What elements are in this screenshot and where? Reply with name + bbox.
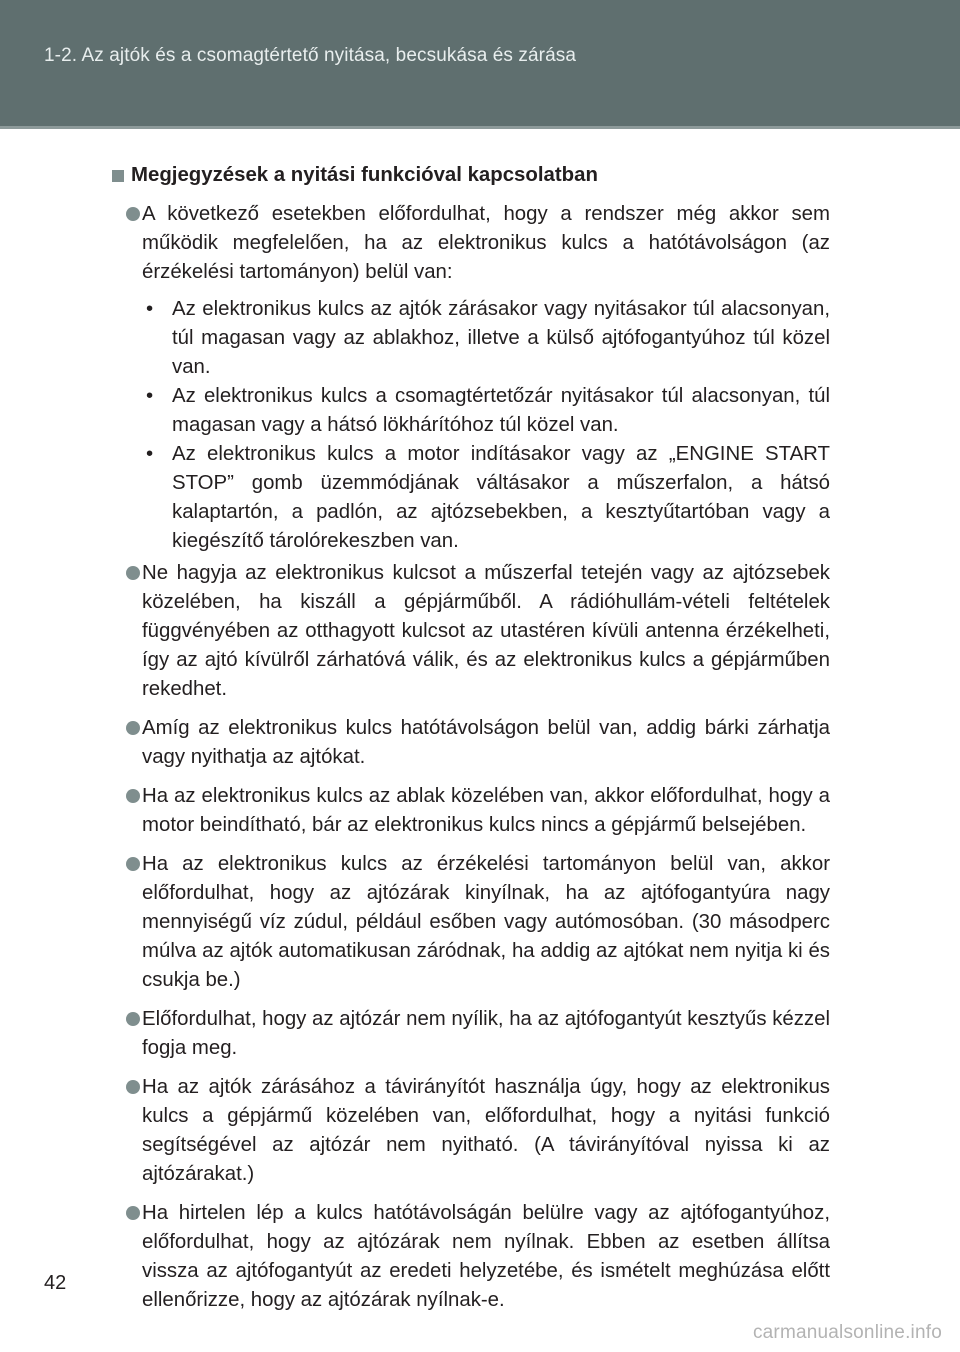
note-text: Előfordulhat, hogy az ajtózár nem nyílik, ha az ajtófogantyút kesztyűs kézzel fogja meg. <box>142 1008 830 1059</box>
circle-bullet-icon <box>126 1206 140 1220</box>
circle-bullet-icon <box>126 789 140 803</box>
note-text: Ha az elektronikus kulcs az ablak közelében van, akkor előfordulhat, hogy a motor beindítható, bár az elektronikus kulcs nincs a gépjármű belsejében. <box>142 785 830 836</box>
header-divider <box>0 126 960 129</box>
circle-bullet-icon <box>126 1012 140 1026</box>
circle-bullet-icon <box>126 857 140 871</box>
circle-bullet-icon <box>126 566 140 580</box>
note-text: Ha az elektronikus kulcs az érzékelési tartományon belül van, akkor előfordulhat, hogy az ajtózárak kinyílnak, ha az ajtófogantyúra nagy mennyiségű víz zúdul, például esőben vagy autómosóban. (30 másodperc múlva az ajtók automatikusan záródnak, ha addig az ajtókat nem nyitja ki és csukja be.) <box>142 853 830 991</box>
note-text: Ne hagyja az elektronikus kulcsot a műszerfal tetején vagy az ajtózsebek közelében, ha kiszáll a gépjárműből. A rádióhullám-vételi feltételek függvényében az otthagyott kulcsot az utastéren kívüli antenna érzékelheti, így az ajtó kívülről zárhatóvá válik, és az elektronikus kulcs a gépjárműben rekedhet. <box>142 562 830 700</box>
page-header <box>0 0 960 128</box>
page-number: 42 <box>44 1272 67 1294</box>
circle-bullet-icon <box>126 207 140 221</box>
chapter-title: 1-2. Az ajtók és a csomagtértető nyitása, becsukása és zárása <box>44 45 577 66</box>
dot-bullet-icon: • <box>146 385 154 407</box>
sub-list-item <box>146 440 830 556</box>
sub-list <box>110 295 830 556</box>
note-item <box>110 1073 830 1189</box>
sub-item-text: Az elektronikus kulcs a motor indításakor vagy az „ENGINE START STOP” gomb üzemmódjának váltásakor a műszerfalon, a hátsó kalaptartón, a padlón, az ajtózsebekben, a kesztyűtartóban vagy a kiegészítő tárolórekeszben van. <box>172 443 830 552</box>
note-text: Amíg az elektronikus kulcs hatótávolságon belül van, addig bárki zárhatja vagy nyithatja az ajtókat. <box>142 717 830 768</box>
dot-bullet-icon: • <box>146 298 154 320</box>
section-heading <box>112 161 830 190</box>
circle-bullet-icon <box>126 1080 140 1094</box>
main-content <box>110 161 830 1315</box>
circle-bullet-icon <box>126 721 140 735</box>
note-item <box>110 1005 830 1063</box>
note-item <box>110 1199 830 1315</box>
note-text: Ha hirtelen lép a kulcs hatótávolságán belülre vagy az ajtófogantyúhoz, előfordulhat, hogy az ajtózárak nem nyílnak. Ebben az esetben állítsa vissza az ajtófogantyút az eredeti helyzetébe, és ismételt meghúzása előtt ellenőrizze, hogy az ajtózárak nyílnak-e. <box>142 1202 830 1311</box>
sub-item-text: Az elektronikus kulcs az ajtók zárásakor vagy nyitásakor túl alacsonyan, túl magasan vagy az ablakhoz, illetve a külső ajtófogantyúhoz túl közel van. <box>172 298 830 378</box>
sub-item-text: Az elektronikus kulcs a csomagtértetőzár nyitásakor túl alacsonyan, túl magasan vagy a hátsó lökhárítóhoz túl közel van. <box>172 385 830 436</box>
note-item <box>110 559 830 704</box>
note-item <box>110 782 830 840</box>
note-text: Ha az ajtók zárásához a távirányítót használja úgy, hogy az elektronikus kulcs a gépjármű közelében van, előfordulhat, hogy a nyitási funkció segítségével az ajtózár nem nyitható. (A távirányítóval nyissa ki az ajtózárakat.) <box>142 1076 830 1185</box>
note-item <box>110 850 830 995</box>
note-item <box>110 200 830 287</box>
sub-list-item <box>146 382 830 440</box>
square-bullet-icon <box>112 170 124 182</box>
sub-list-item <box>146 295 830 382</box>
section-heading-text: Megjegyzések a nyitási funkcióval kapcsolatban <box>131 164 598 186</box>
note-text: A következő esetekben előfordulhat, hogy a rendszer még akkor sem működik megfelelően, ha az elektronikus kulcs a hatótávolságon (az érzékelési tartományon) belül van: <box>142 203 830 283</box>
dot-bullet-icon: • <box>146 443 154 465</box>
watermark: carmanualsonline.info <box>752 1322 942 1343</box>
note-item <box>110 714 830 772</box>
